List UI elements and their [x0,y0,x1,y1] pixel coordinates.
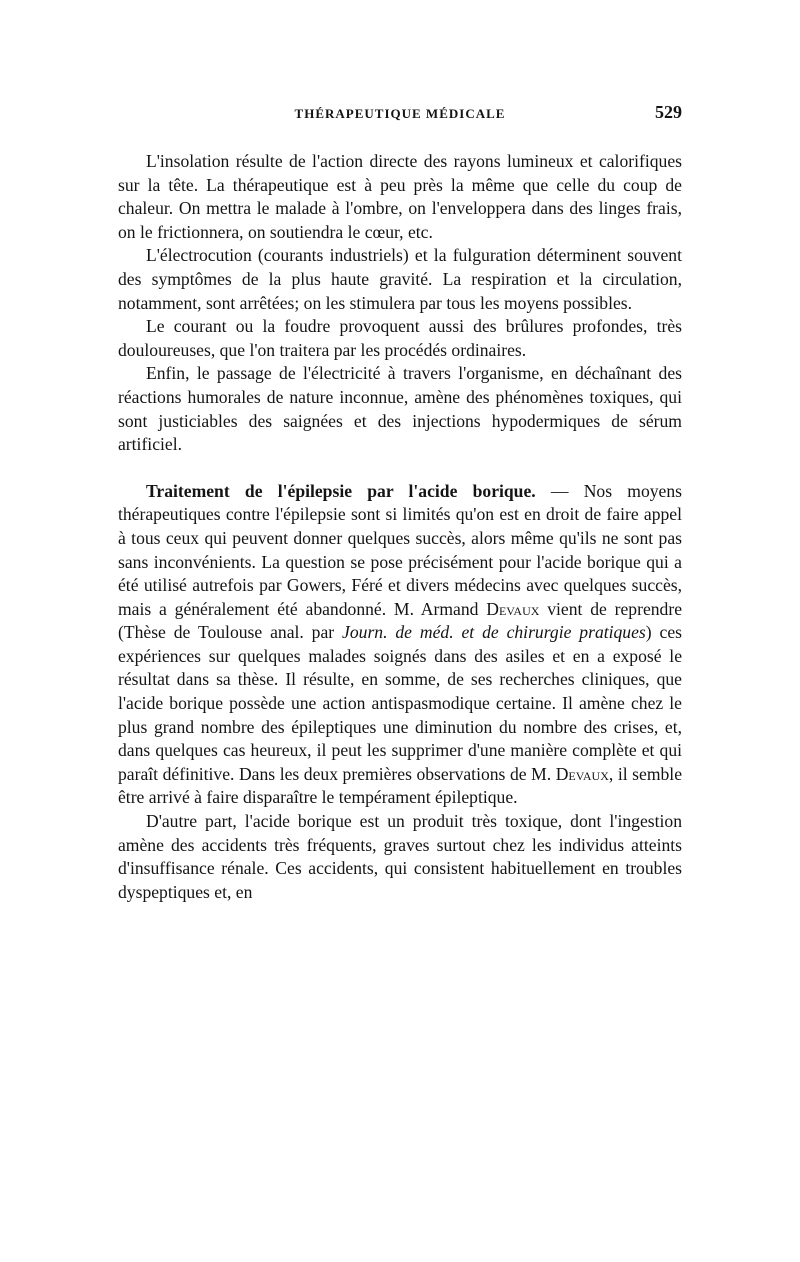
author-name: Devaux [486,598,540,619]
paragraph-burns: Le courant ou la foudre provoquent aussi des brûlures profondes, très douloureuses, que l'on traitera par les procédés ordinaires. [118,316,682,360]
paragraph-epilepsy-treatment [118,480,682,810]
paragraph-electrocution: L'électrocution (courants industriels) et la fulguration déterminent souvent des symptômes de la plus haute gravité. La respiration et la circulation, notamment, sont arrêtées; on les stimulera par tous les moyens possibles. [118,245,682,313]
paragraph-text: ) ces expériences sur quelques malades soignés dans des asiles et en a exposé le résultat dans sa thèse. Il résulte, en somme, de ses recherches cliniques, que l'acide borique possède une action antispasmodique certaine. Il amène chez le plus grand nombre des épileptiques une diminution du nombre des crises, et, dans quelques cas heureux, il peut les supprimer d'une manière complète et qui paraît définitive. Dans les deux premières observations de M. [118,622,682,784]
paragraph-text: , il semble être arrivé à faire disparaître le tempérament épileptique. [118,763,682,808]
paragraph-text: vient de reprendre (Thèse de Toulouse anal. par [118,598,683,643]
paragraph-text: — Nos moyens thérapeutiques contre l'épilepsie sont si limités qu'on est en droit de faire appel à tous ceux qui peuvent donner quelques succès, alors même qu'ils ne sont pas sans inconvénients. La question se pose précisément pour l'acide borique qui a été utilisé autrefois par Gowers, Féré et divers médecins avec quelques succès, mais a généralement été abandonné. M. Armand [118,480,683,619]
paragraph-toxicity: D'autre part, l'acide borique est un produit très toxique, dont l'ingestion amène des accidents très fréquents, graves surtout chez les individus atteints d'insuffisance rénale. Ces accidents, qui consistent habituellement en troubles dyspeptiques et, en [118,811,682,902]
page-number: 529 [655,102,682,122]
page-header [118,102,682,130]
running-title: THÉRAPEUTIQUE MÉDICALE [294,106,506,121]
journal-title: Journ. de méd. et de chirurgie pratiques [342,622,646,643]
section-title: Traitement de l'épilepsie par l'acide borique. [146,480,536,501]
paragraph-toxic-effects: Enfin, le passage de l'électricité à travers l'organisme, en déchaînant des réactions humorales de nature inconnue, amène des phénomènes toxiques, qui sont justiciables des saignées et des injections hypodermiques de sérum artificiel. [118,363,682,455]
paragraph-insolation: L'insolation résulte de l'action directe des rayons lumineux et calorifiques sur la tête. La thérapeutique est à peu près la même que celle du coup de chaleur. On mettra le malade à l'ombre, on l'enveloppera dans des linges frais, on le frictionnera, on soutiendra le cœur, etc. [118,151,682,242]
page-body [118,150,682,904]
author-name: Devaux [555,763,609,784]
